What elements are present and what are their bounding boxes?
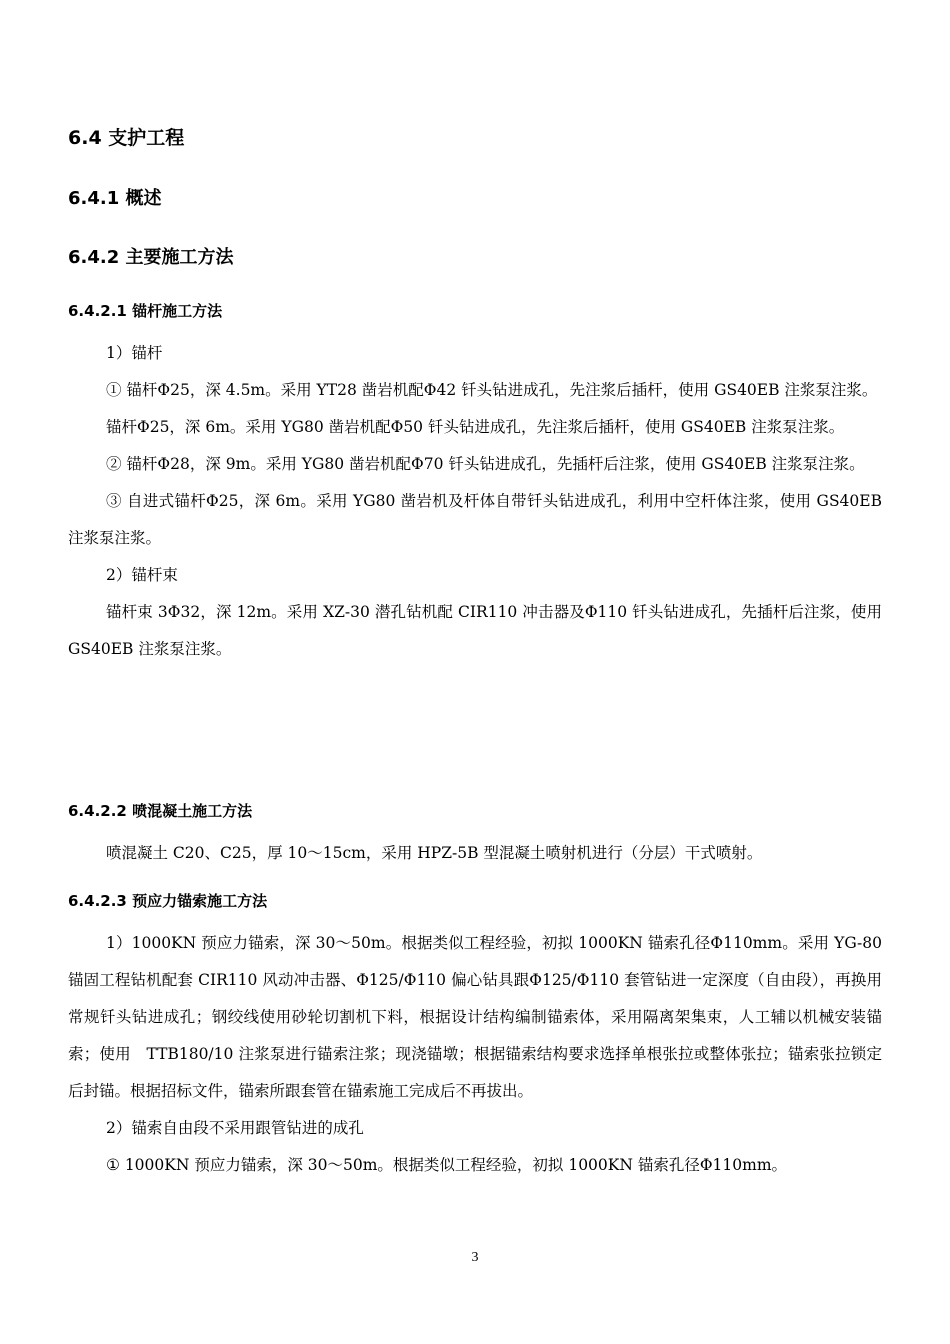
section-heading-6-4: 6.4 支护工程	[68, 127, 185, 149]
anchor-item-1: 1）锚杆	[106, 344, 163, 362]
anchor-paragraph-1: ① 锚杆Φ25，深 4.5m。采用 YT28 凿岩机配Φ42 钎头钻进成孔，先注浆后插杆，使用 GS40EB 注浆泵注浆。	[106, 381, 878, 399]
anchor-item-2: 2）锚杆束	[106, 566, 178, 584]
section-heading-6-4-1: 6.4.1 概述	[68, 188, 162, 209]
prestress-paragraph-2: ① 1000KN 预应力锚索，深 30～50m。根据类似工程经验，初拟 1000KN 锚索孔径Φ110mm。	[106, 1156, 788, 1174]
prestress-item-2: 2）锚索自由段不采用跟管钻进的成孔	[106, 1119, 364, 1137]
page-number: 3	[471, 1250, 479, 1265]
shotcrete-paragraph-1: 喷混凝土 C20、C25，厚 10～15cm，采用 HPZ-5B 型混凝土喷射机进行（分层）干式喷射。	[106, 844, 763, 862]
section-heading-6-4-2-2: 6.4.2.2 喷混凝土施工方法	[68, 802, 253, 820]
anchor-section-body	[68, 335, 882, 668]
anchor-paragraph-4: ③ 自进式锚杆Φ25，深 6m。采用 YG80 凿岩机及杆体自带钎头钻进成孔，利用中空杆体注浆，使用 GS40EB 注浆泵注浆。	[68, 492, 882, 547]
section-heading-6-4-2-1: 6.4.2.1 锚杆施工方法	[68, 302, 223, 320]
prestress-paragraph-1: 1）1000KN 预应力锚索，深 30～50m。根据类似工程经验，初拟 1000KN 锚索孔径Φ110mm。采用 YG-80 锚固工程钻机配套 CIR110 风动冲击器、Φ125/Φ110 偏心钻具跟Φ125/Φ110 套管钻进一定深度（自由段），再换用常规钎头钻进成孔；钢绞线使用砂轮切割机下料，根据设计结构编制锚索体，采用隔离架集束，人工辅以机械安装锚索；使用 TTB180/10 注浆泵进行锚索注浆；现浇锚墩；根据锚索结构要求选择单根张拉或整体张拉；锚索张拉锁定后封锚。根据招标文件，锚索所跟套管在锚索施工完成后不再拔出。	[68, 934, 882, 1100]
anchor-paragraph-3: ② 锚杆Φ28，深 9m。采用 YG80 凿岩机配Φ70 钎头钻进成孔，先插杆后注浆，使用 GS40EB 注浆泵注浆。	[106, 455, 865, 473]
anchor-paragraph-2: 锚杆Φ25，深 6m。采用 YG80 凿岩机配Φ50 钎头钻进成孔，先注浆后插杆，使用 GS40EB 注浆泵注浆。	[106, 418, 845, 436]
prestress-section-body	[68, 925, 882, 1184]
section-heading-6-4-2: 6.4.2 主要施工方法	[68, 247, 234, 268]
section-heading-6-4-2-3: 6.4.2.3 预应力锚索施工方法	[68, 892, 268, 910]
anchor-paragraph-5: 锚杆束 3Φ32，深 12m。采用 XZ-30 潜孔钻机配 CIR110 冲击器及Φ110 钎头钻进成孔，先插杆后注浆，使用 GS40EB 注浆泵注浆。	[68, 603, 882, 658]
shotcrete-section-body	[68, 835, 882, 872]
